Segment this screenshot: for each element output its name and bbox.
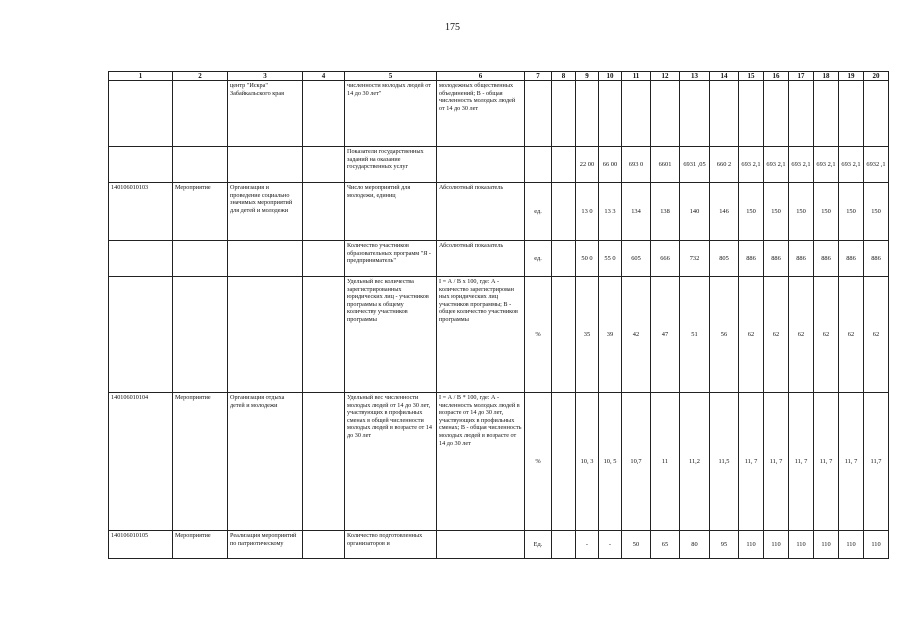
col4-cell xyxy=(303,183,345,241)
value-cell: 11, 7 xyxy=(789,393,814,531)
indicator-cell: Число мероприятий для молодежи, единиц xyxy=(345,183,437,241)
value-cell: 886 xyxy=(739,241,764,277)
value-cell: 886 xyxy=(764,241,789,277)
column-number-header: 19 xyxy=(839,72,864,81)
type-cell xyxy=(173,241,228,277)
value-cell: 35 xyxy=(576,277,599,393)
value-cell: 13 3 xyxy=(599,183,622,241)
column-number-header: 4 xyxy=(303,72,345,81)
name-cell xyxy=(228,241,303,277)
col8-cell xyxy=(552,531,576,559)
column-number-header: 14 xyxy=(710,72,739,81)
table-row xyxy=(109,183,889,241)
value-cell: 55 0 xyxy=(599,241,622,277)
unit-cell: % xyxy=(525,277,552,393)
name-cell: центр "Искра" Забайкальского края xyxy=(228,81,303,147)
formula-cell: Абсолютный показатель xyxy=(437,241,525,277)
col8-cell xyxy=(552,393,576,531)
formula-cell xyxy=(437,531,525,559)
unit-cell: % xyxy=(525,393,552,531)
indicator-cell: Показатели государственных заданий на оказание государственных услуг xyxy=(345,147,437,183)
value-cell: 62 xyxy=(789,277,814,393)
value-cell: 56 xyxy=(710,277,739,393)
value-cell xyxy=(814,81,839,147)
value-cell: 11,2 xyxy=(680,393,710,531)
column-number-header: 3 xyxy=(228,72,303,81)
code-cell xyxy=(109,277,173,393)
value-cell: 732 xyxy=(680,241,710,277)
name-cell: Организация и проведение социально значимых мероприятий для детей и молодежи xyxy=(228,183,303,241)
name-cell xyxy=(228,277,303,393)
value-cell: 693 2,1 xyxy=(764,147,789,183)
table-row xyxy=(109,147,889,183)
value-cell: 66 00 xyxy=(599,147,622,183)
value-cell: 110 xyxy=(739,531,764,559)
col8-cell xyxy=(552,241,576,277)
value-cell: 13 0 xyxy=(576,183,599,241)
column-number-header: 11 xyxy=(622,72,651,81)
value-cell: 110 xyxy=(789,531,814,559)
value-cell xyxy=(739,81,764,147)
value-cell: 693 2,1 xyxy=(839,147,864,183)
unit-cell: Ед. xyxy=(525,531,552,559)
indicators-table xyxy=(108,71,889,559)
table-row xyxy=(109,81,889,147)
value-cell: 62 xyxy=(764,277,789,393)
value-cell: 805 xyxy=(710,241,739,277)
type-cell xyxy=(173,147,228,183)
value-cell: 146 xyxy=(710,183,739,241)
code-cell: 140106010103 xyxy=(109,183,173,241)
value-cell: 95 xyxy=(710,531,739,559)
value-cell: 110 xyxy=(839,531,864,559)
value-cell: 134 xyxy=(622,183,651,241)
unit-cell: ед. xyxy=(525,183,552,241)
value-cell: 65 xyxy=(651,531,680,559)
value-cell xyxy=(839,81,864,147)
column-number-header: 12 xyxy=(651,72,680,81)
col4-cell xyxy=(303,241,345,277)
column-number-header: 18 xyxy=(814,72,839,81)
value-cell: - xyxy=(576,531,599,559)
formula-cell xyxy=(437,147,525,183)
value-cell: 11, 7 xyxy=(839,393,864,531)
formula-cell: I = А / В * 100, где: А - численность молодых людей в возрасте от 14 до 30 лет, участвующих в профильных сменах; В - общая численность молодых людей в возрасте от 14 до 30 лет xyxy=(437,393,525,531)
unit-cell xyxy=(525,81,552,147)
value-cell: 42 xyxy=(622,277,651,393)
value-cell xyxy=(622,81,651,147)
value-cell: 22 00 xyxy=(576,147,599,183)
value-cell: 62 xyxy=(839,277,864,393)
value-cell: 150 xyxy=(789,183,814,241)
value-cell xyxy=(789,81,814,147)
code-cell: 140106010105 xyxy=(109,531,173,559)
table-row xyxy=(109,393,889,531)
value-cell: 605 xyxy=(622,241,651,277)
indicator-cell: Количество подготовленных организаторов и xyxy=(345,531,437,559)
value-cell: 666 xyxy=(651,241,680,277)
value-cell: 886 xyxy=(839,241,864,277)
col8-cell xyxy=(552,277,576,393)
col4-cell xyxy=(303,531,345,559)
value-cell: 39 xyxy=(599,277,622,393)
type-cell: Мероприятие xyxy=(173,531,228,559)
indicator-cell: Удельный вес количества зарегистрированных юридических лиц - участников программы к общему количеству участников программы xyxy=(345,277,437,393)
column-number-header: 10 xyxy=(599,72,622,81)
formula-cell: молодежных общественных объединений; В - общая численность молодых людей от 14 до 30 лет xyxy=(437,81,525,147)
value-cell: 62 xyxy=(739,277,764,393)
page-number: 175 xyxy=(445,22,460,33)
value-cell: 62 xyxy=(864,277,889,393)
name-cell xyxy=(228,147,303,183)
indicator-cell: численности молодых людей от 14 до 30 лет" xyxy=(345,81,437,147)
column-number-header: 15 xyxy=(739,72,764,81)
value-cell: 140 xyxy=(680,183,710,241)
column-number-header: 7 xyxy=(525,72,552,81)
value-cell: 11,5 xyxy=(710,393,739,531)
formula-cell: I = А / В х 100, где: А - количество зарегистрирован ных юридических лиц участников программы; В - общее количество участников программы xyxy=(437,277,525,393)
value-cell xyxy=(864,81,889,147)
column-number-header: 20 xyxy=(864,72,889,81)
value-cell: 150 xyxy=(839,183,864,241)
value-cell: 10, 3 xyxy=(576,393,599,531)
indicator-cell: Количество участников образовательных программ "Я - предприниматель" xyxy=(345,241,437,277)
value-cell xyxy=(599,81,622,147)
column-number-header: 9 xyxy=(576,72,599,81)
type-cell: Мероприятие xyxy=(173,393,228,531)
value-cell: 150 xyxy=(739,183,764,241)
col4-cell xyxy=(303,81,345,147)
code-cell xyxy=(109,147,173,183)
value-cell: 138 xyxy=(651,183,680,241)
value-cell: 10,7 xyxy=(622,393,651,531)
col4-cell xyxy=(303,277,345,393)
code-cell xyxy=(109,241,173,277)
col4-cell xyxy=(303,147,345,183)
value-cell: 47 xyxy=(651,277,680,393)
table-row xyxy=(109,531,889,559)
value-cell: 110 xyxy=(864,531,889,559)
value-cell xyxy=(764,81,789,147)
column-number-header: 8 xyxy=(552,72,576,81)
value-cell xyxy=(710,81,739,147)
value-cell: 693 0 xyxy=(622,147,651,183)
value-cell: 110 xyxy=(814,531,839,559)
value-cell: 62 xyxy=(814,277,839,393)
value-cell: 886 xyxy=(814,241,839,277)
unit-cell xyxy=(525,147,552,183)
type-cell xyxy=(173,277,228,393)
formula-cell: Абсолютный показатель xyxy=(437,183,525,241)
value-cell: 50 0 xyxy=(576,241,599,277)
column-number-header: 6 xyxy=(437,72,525,81)
value-cell: 660 2 xyxy=(710,147,739,183)
indicator-cell: Удельный вес численности молодых людей от 14 до 30 лет, участвующих в профильных сменах в общей численности молодых людей в возрасте от 14 до 30 лет xyxy=(345,393,437,531)
type-cell: Мероприятие xyxy=(173,183,228,241)
value-cell: 886 xyxy=(864,241,889,277)
name-cell: Организация отдыха детей и молодежи xyxy=(228,393,303,531)
unit-cell: ед. xyxy=(525,241,552,277)
value-cell: 11,7 xyxy=(864,393,889,531)
col4-cell xyxy=(303,393,345,531)
code-cell xyxy=(109,81,173,147)
value-cell: 6601 xyxy=(651,147,680,183)
column-number-header: 5 xyxy=(345,72,437,81)
column-number-header: 1 xyxy=(109,72,173,81)
column-number-header: 13 xyxy=(680,72,710,81)
col8-cell xyxy=(552,147,576,183)
type-cell xyxy=(173,81,228,147)
value-cell xyxy=(576,81,599,147)
value-cell: 51 xyxy=(680,277,710,393)
value-cell: 150 xyxy=(864,183,889,241)
value-cell: 50 xyxy=(622,531,651,559)
name-cell: Реализация мероприятий по патриотическому xyxy=(228,531,303,559)
value-cell: 886 xyxy=(789,241,814,277)
value-cell: 693 2,1 xyxy=(739,147,764,183)
value-cell: 693 2,1 xyxy=(814,147,839,183)
value-cell xyxy=(651,81,680,147)
value-cell: 693 2,1 xyxy=(789,147,814,183)
value-cell: - xyxy=(599,531,622,559)
value-cell: 6931 ,05 xyxy=(680,147,710,183)
code-cell: 140106010104 xyxy=(109,393,173,531)
table-body xyxy=(109,72,889,559)
col8-cell xyxy=(552,81,576,147)
column-number-row xyxy=(109,72,889,81)
value-cell: 80 xyxy=(680,531,710,559)
column-number-header: 17 xyxy=(789,72,814,81)
value-cell: 6932 ,1 xyxy=(864,147,889,183)
column-number-header: 16 xyxy=(764,72,789,81)
value-cell: 10, 5 xyxy=(599,393,622,531)
value-cell: 150 xyxy=(764,183,789,241)
value-cell xyxy=(680,81,710,147)
value-cell: 11, 7 xyxy=(764,393,789,531)
col8-cell xyxy=(552,183,576,241)
table-row xyxy=(109,241,889,277)
value-cell: 110 xyxy=(764,531,789,559)
value-cell: 11 xyxy=(651,393,680,531)
value-cell: 150 xyxy=(814,183,839,241)
value-cell: 11, 7 xyxy=(814,393,839,531)
value-cell: 11, 7 xyxy=(739,393,764,531)
table-row xyxy=(109,277,889,393)
column-number-header: 2 xyxy=(173,72,228,81)
